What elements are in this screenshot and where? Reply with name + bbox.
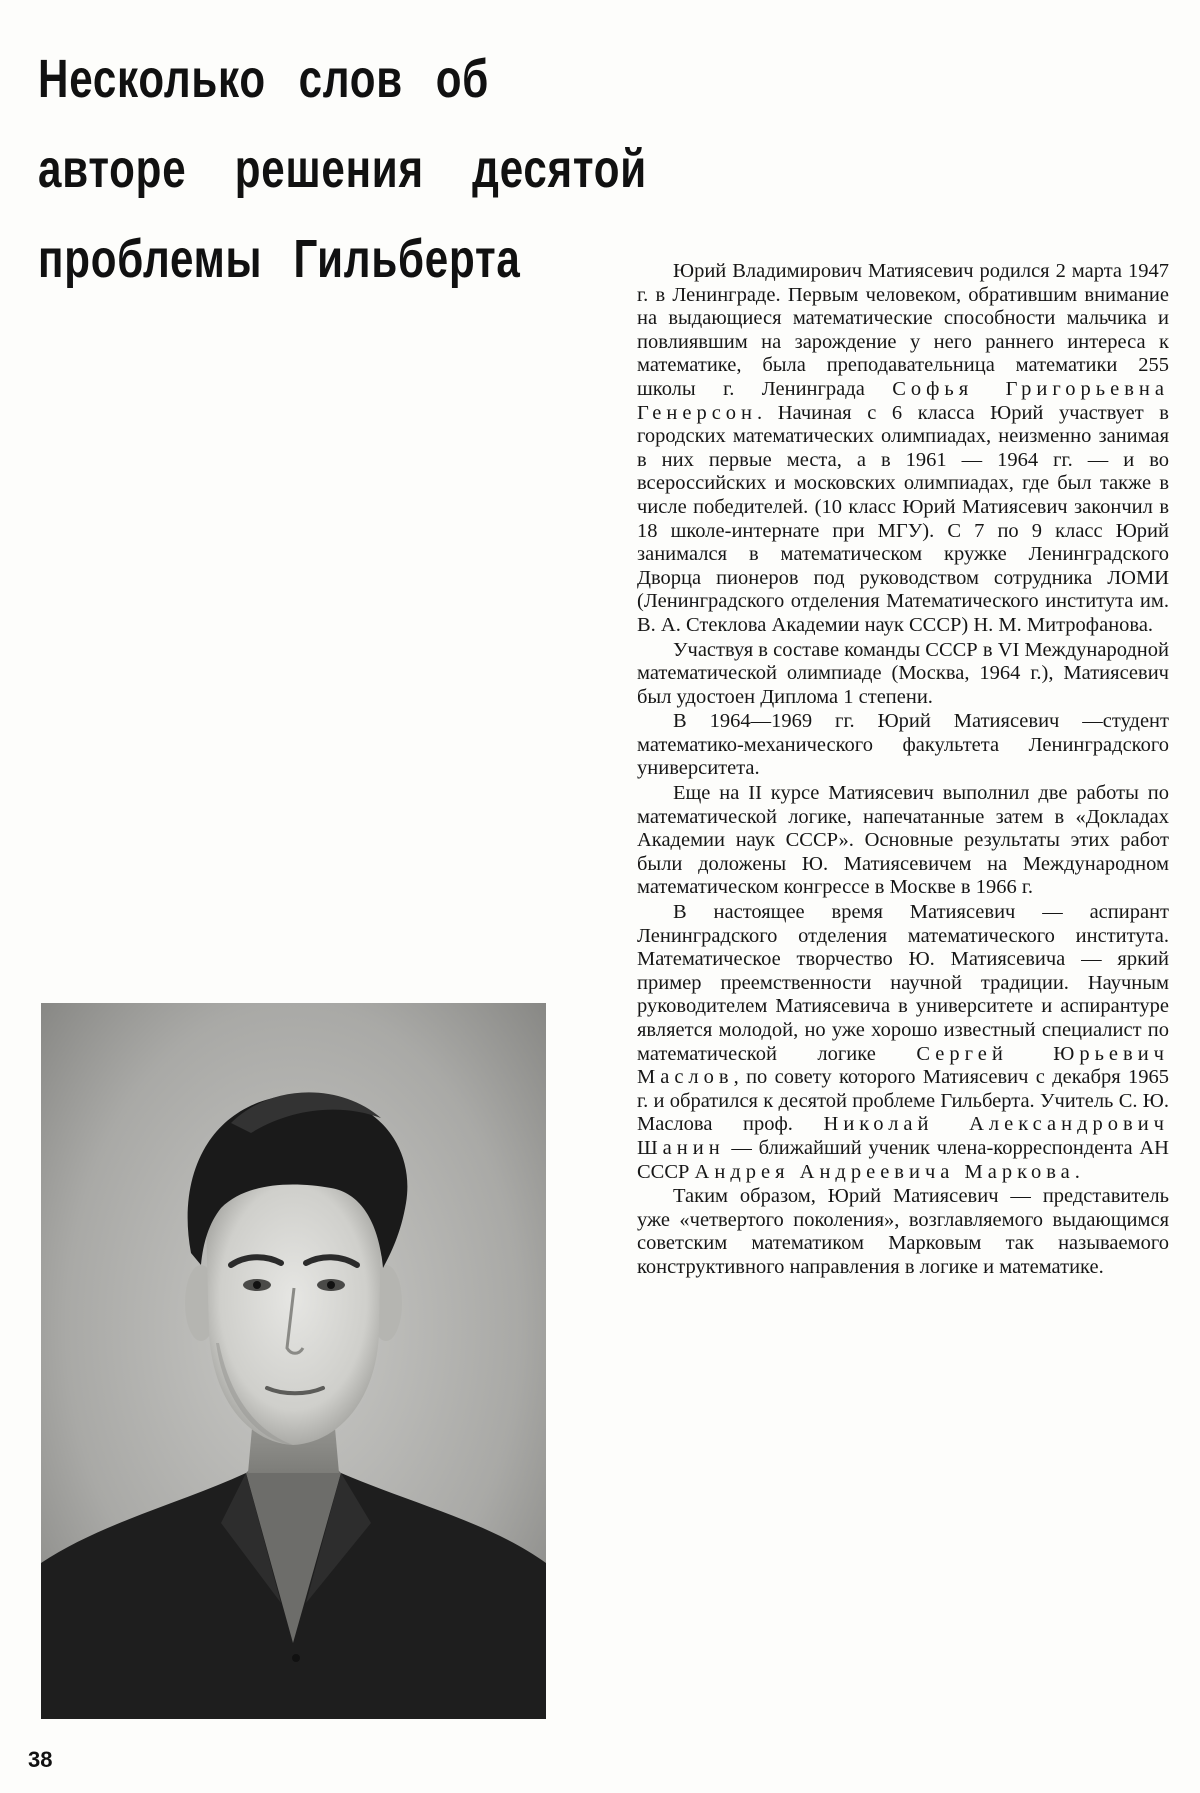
paragraph-3: В 1964—1969 гг. Юрий Матиясевич —студент математико-механического факультета Ленинградского университета. xyxy=(637,710,1169,780)
paragraph-5-text-d: . xyxy=(1074,1160,1080,1183)
person-name-markov: Андрея Андреевича Маркова xyxy=(694,1160,1075,1183)
paragraph-5-text-c: — ближайший ученик члена-корреспондента АН СССР xyxy=(637,1136,1169,1183)
portrait-photo xyxy=(41,1003,546,1719)
headline-line-3: проблемы Гильберта xyxy=(38,229,521,289)
person-name-shanin: Николай Александрович Шанин xyxy=(637,1113,1169,1159)
paragraph-5-text-b: , по совету которого Матиясевич с декабря 1965 г. и обратился к десятой проблеме Гильберта. Учитель С. Ю. Маслова проф. xyxy=(637,1066,1169,1136)
paragraph-4: Еще на II курсе Матиясевич выполнил две работы по математической логике, напечатанные затем в «Докладах Академии наук СССР». Основные результаты этих работ были доложены Ю. Матиясевичем на Международном математическом конгрессе в Москве в 1966 г. xyxy=(637,782,1169,899)
paragraph-1 xyxy=(637,260,1169,638)
paragraph-2: Участвуя в составе команды СССР в VI Международной математической олимпиаде (Москва, 1964 г.), Матиясевич был удостоен Диплома 1 степени. xyxy=(637,638,1169,708)
headline-line-1: Несколько слов об xyxy=(38,49,490,109)
page-number: 38 xyxy=(28,1747,53,1772)
paragraph-1-text-b: . Начиная с 6 класса Юрий участвует в городских математических олимпиадах, неизменно занимая в них первые места, а в 1961 — 1964 гг. — и во всероссийских и московских олимпиадах, где был также в числе победителей. (10 класс Юрий Матиясевич закончил в 18 школе-интернате при МГУ). С 7 по 9 класс Юрий занимался в математическом кружке Ленинградского Дворца пионеров под руководством сотрудника ЛОМИ (Ленинградского отделения Математического института им. В. А. Стеклова Академии наук СССР) Н. М. Митрофанова. xyxy=(637,401,1169,636)
paragraph-5-text-a: В настоящее время Матиясевич — аспирант Ленинградского отделения математического института. Математическое творчество Ю. Матиясевича — яркий пример преемственности научной традиции. Научным руководителем Матиясевича в университете и аспирантуре является молодой, но уже хорошо известный специалист по математической логике xyxy=(637,901,1169,1065)
person-name-genserson: Софья Григорьевна Генерсон xyxy=(637,377,1169,424)
person-name-maslov: Сергей Юрьевич Маслов xyxy=(637,1042,1169,1089)
paragraph-6: Таким образом, Юрий Матиясевич — представитель уже «четвертого поколения», возглавляемого выдающимся советским математиком Марковым так называемого конструктивного направления в логике и математике. xyxy=(637,1185,1169,1278)
paragraph-5 xyxy=(637,901,1169,1184)
article-body xyxy=(637,260,1169,1281)
headline-line-2: авторе решения десятой xyxy=(38,139,647,199)
article-headline xyxy=(38,34,647,304)
portrait-illustration xyxy=(41,1003,546,1719)
paragraph-1-text-a: Юрий Владимирович Матиясевич родился 2 марта 1947 г. в Ленинграде. Первым человеком, обратившим внимание на выдающиеся математические способности мальчика и повлиявшим на зарождение у него раннего интереса к математике, была преподавательница математики 255 школы г. Ленинграда xyxy=(637,260,1169,400)
